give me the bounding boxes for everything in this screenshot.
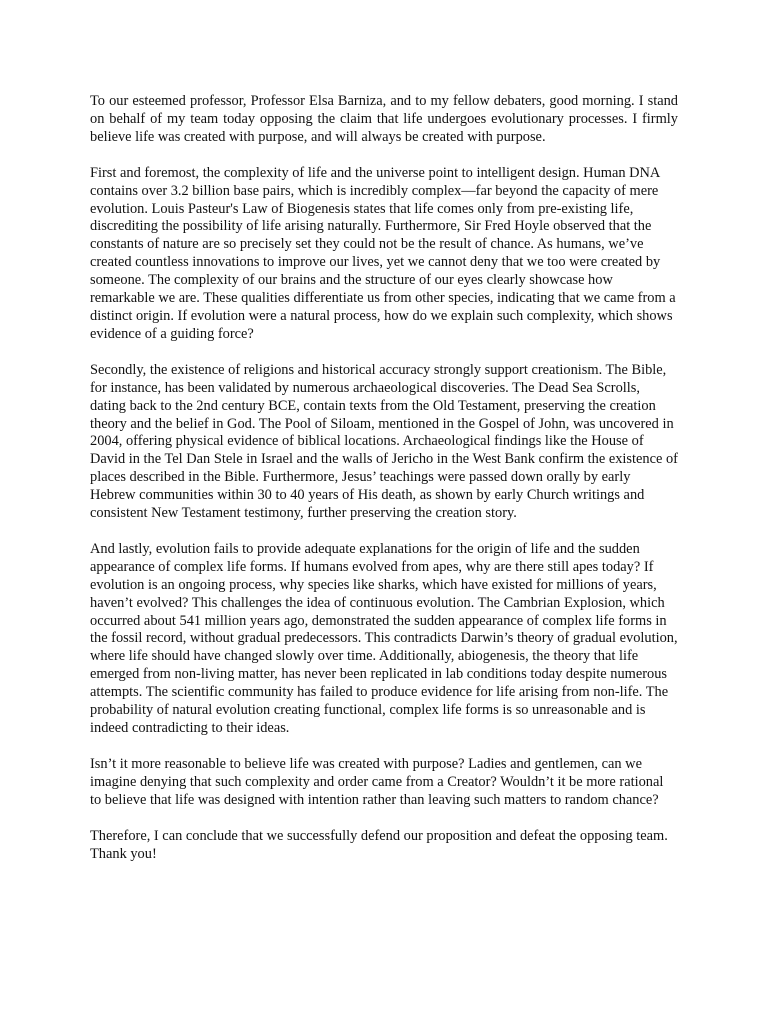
paragraph-evolution-fails-argument: And lastly, evolution fails to provide adequate explanations for the origin of life and the sudden appearance of complex life forms. If humans evolved from apes, why are there still apes today? If evolution is an ongoing process, why species like sharks, which have existed for millions of years, haven’t evolved? This challenges the idea of continuous evolution. The Cambrian Explosion, which occurred about 541 million years ago, demonstrated the sudden appearance of complex life forms in the fossil record, without gradual predecessors. This contradicts Darwin’s theory of gradual evolution, where life should have changed slowly over time. Additionally, abiogenesis, the theory that life emerged from non-living matter, has never been replicated in lab conditions today despite numerous attempts. The scientific community has failed to produce evidence for life arising from non-life. The probability of natural evolution creating functional, complex life forms is so unreasonable and is indeed contradicting to their ideas. xyxy=(90,540,678,736)
document-page xyxy=(90,93,678,881)
paragraph-complexity-argument: First and foremost, the complexity of life and the universe point to intelligent design. Human DNA contains over 3.2 billion base pairs, which is incredibly complex—far beyond the capacity of mere evolution. Louis Pasteur's Law of Biogenesis states that life comes only from pre-existing life, discrediting the possibility of life arising naturally. Furthermore, Sir Fred Hoyle observed that the constants of nature are so precisely set they could not be the result of chance. As humans, we’ve created countless innovations to improve our lives, yet we cannot deny that we too were created by someone. The complexity of our brains and the structure of our eyes clearly showcase how remarkable we are. These qualities differentiate us from other species, indicating that we came from a distinct origin. If evolution were a natural process, how do we explain such complexity, which shows evidence of a guiding force? xyxy=(90,164,676,342)
paragraph-religion-history-argument: Secondly, the existence of religions and historical accuracy strongly support creationism. The Bible, for instance, has been validated by numerous archaeological discoveries. The Dead Sea Scrolls, dating back to the 2nd century BCE, contain texts from the Old Testament, preserving the creation theory and the belief in God. The Pool of Siloam, mentioned in the Gospel of John, was uncovered in 2004, offering physical evidence of biblical locations. Archaeological findings like the House of David in the Tel Dan Stele in Israel and the walls of Jericho in the West Bank confirm the existence of places described in the Bible. Furthermore, Jesus’ teachings were passed down orally by early Hebrew communities within 30 to 40 years of His death, as shown by early Church writings and consistent New Testament testimony, further preserving the creation story. xyxy=(90,361,678,522)
paragraph-greeting: To our esteemed professor, Professor Elsa Barniza, and to my fellow debaters, good morning. I stand on behalf of my team today opposing the claim that life undergoes evolutionary processes. I firmly believe life was created with purpose, and will always be created with purpose. xyxy=(90,93,678,145)
paragraph-rhetorical-questions: Isn’t it more reasonable to believe life was created with purpose? Ladies and gentlemen, can we imagine denying that such complexity and order came from a Creator? Wouldn’t it be more rational to believe that life was designed with intention rather than leaving such matters to random chance? xyxy=(90,755,664,808)
paragraph-conclusion: Therefore, I can conclude that we successfully defend our proposition and defeat the opposing team. Thank you! xyxy=(90,827,668,862)
